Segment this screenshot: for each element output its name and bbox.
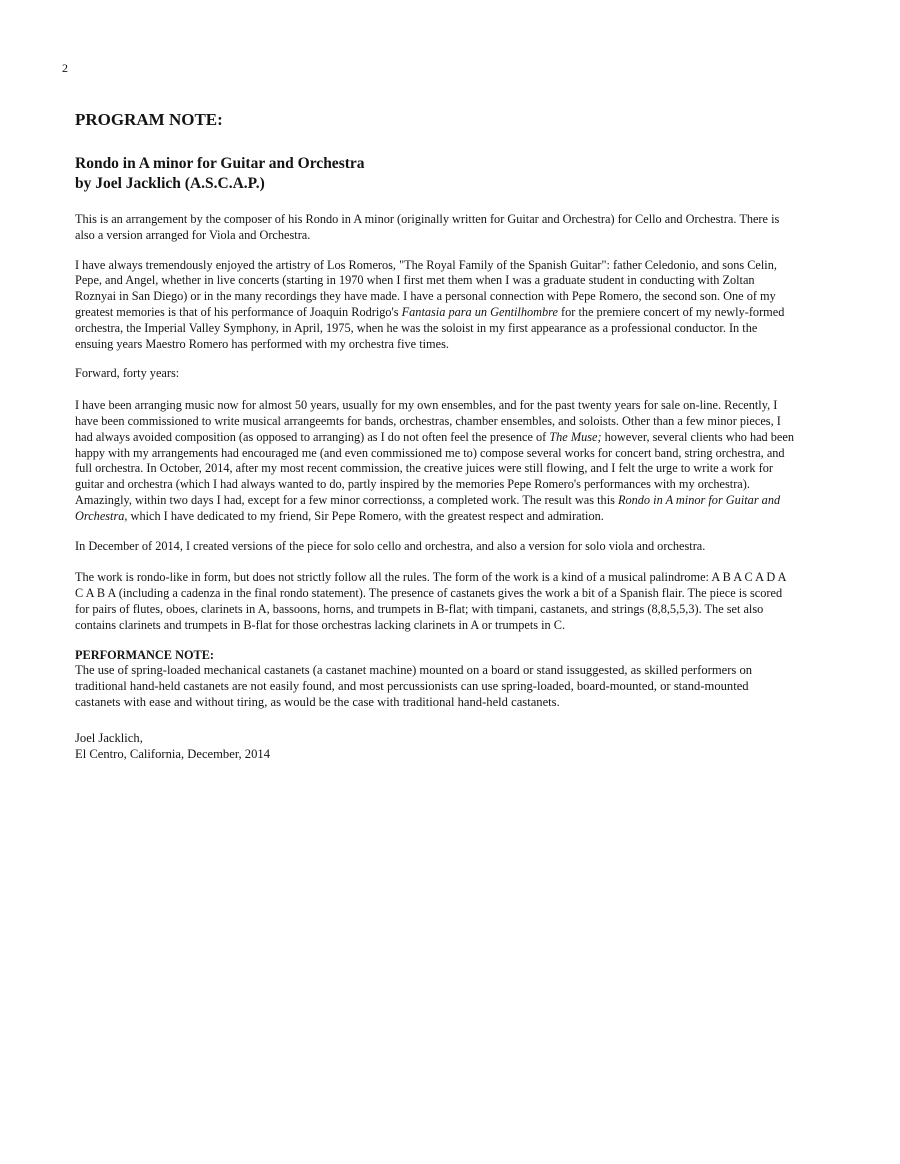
paragraph-form: The work is rondo-like in form, but does not strictly follow all the rules. The form of the work is a kind of a musical palindrome: A B A C A D A C A B A (including a cadenza in the final rondo statement). The presence of castanets gives the work a bit of a Spanish flair. The piece is scored for pairs of flutes, oboes, clarinets in A, bassoons, horns, and trumpets in B-flat; with timpani, castanets, and strings (8,8,5,5,3). The set also contains clarinets and trumpets in B-flat for those orchestras lacking clarinets in A or trumpets in C.	[75, 570, 786, 632]
composer-credit: by Joel Jacklich (A.S.C.A.P.)	[75, 175, 265, 192]
italic-title: Fantasia para un Gentilhombre	[401, 304, 558, 319]
italic-title: Rondo in A minor for Guitar and Orchestra,	[75, 492, 781, 523]
text-run: I have always tremendously enjoyed the artistry of Los Romeros, "The Royal Family of the Spanish Guitar": father Celedonio, and sons Celin, Pepe, and Angel, whether in live concerts (starting in 1970 when I first met them when I was a graduate student in conducting with Zoltan Roznyai in San Diego) or in the many recordings they have made. I have a personal connection with Pepe Romero, the second son. One of my greatest memories is that of his performance of Joaquin Rodrigo's	[75, 257, 777, 319]
text-run: however, several clients who had been happy with my arrangements had encouraged me (and even commissioned me to) compose several works for concert band, string orchestra, and full orchestra. In October, 2014, after my most recent commission, the creative juices were still flowing, and I felt the urge to write a work for guitar and orchestra (which I had always wanted to do, partly inspired by the memories Pepe Romero's performances with my orchestra). Amazingly, within two days I had, except for a few minor correctionss, a completed work. The result was this	[75, 429, 794, 507]
signature-name: Joel Jacklich,	[75, 730, 143, 745]
paragraph-history	[75, 398, 795, 524]
italic-muse: The Muse;	[549, 429, 602, 444]
piece-title-block	[75, 154, 795, 194]
paragraph-forward: Forward, forty years:	[75, 366, 180, 381]
signature-place: El Centro, California, December, 2014	[75, 746, 270, 761]
program-note	[75, 110, 795, 762]
text-run: for the premiere concert of my newly-formed orchestra, the Imperial Valley Symphony, in April, 1975, when he was the soloist in my first appearance as a professional conductor. In the ensuing years Maestro Romero has performed with my orchestra five times.	[75, 304, 785, 351]
page-number: 2	[62, 61, 68, 75]
paragraph-versions: In December of 2014, I created versions of the piece for solo cello and orchestra, and also a version for solo viola and orchestra.	[75, 538, 706, 553]
performance-heading: PERFORMANCE NOTE:	[75, 647, 215, 662]
paragraph-arrangement: This is an arrangement by the composer of his Rondo in A minor (originally written for Guitar and Orchestra) for Cello and Orchestra. There is also a version arranged for Viola and Orchestra.	[75, 212, 780, 242]
text-run: I have been arranging music now for almost 50 years, usually for my own ensembles, and for the past twenty years for sale on-line. Recently, I have been commissioned to write musical arrangeemts for bands, orchestras, chamber ensembles, and soloists. Other than a few minor pieces, I had always avoided composition (as opposed to arranging) as I do not often feel the presence of	[75, 398, 781, 444]
paragraph-los-romeros	[75, 258, 795, 353]
page-heading: PROGRAM NOTE:	[75, 110, 223, 129]
text-run: which I have dedicated to my friend, Sir Pepe Romero, with the greatest respect and admiration.	[127, 508, 604, 523]
piece-title: Rondo in A minor for Guitar and Orchestra	[75, 155, 365, 172]
performance-body: The use of spring-loaded mechanical castanets (a castanet machine) mounted on a board or stand issuggested, as skilled performers on traditional hand-held castanets are not easily found, and most percussionists can use spring-loaded, board-mounted, or stand-mounted castanets with ease and without tiring, as would be the case with traditional hand-held castanets.	[75, 662, 753, 709]
